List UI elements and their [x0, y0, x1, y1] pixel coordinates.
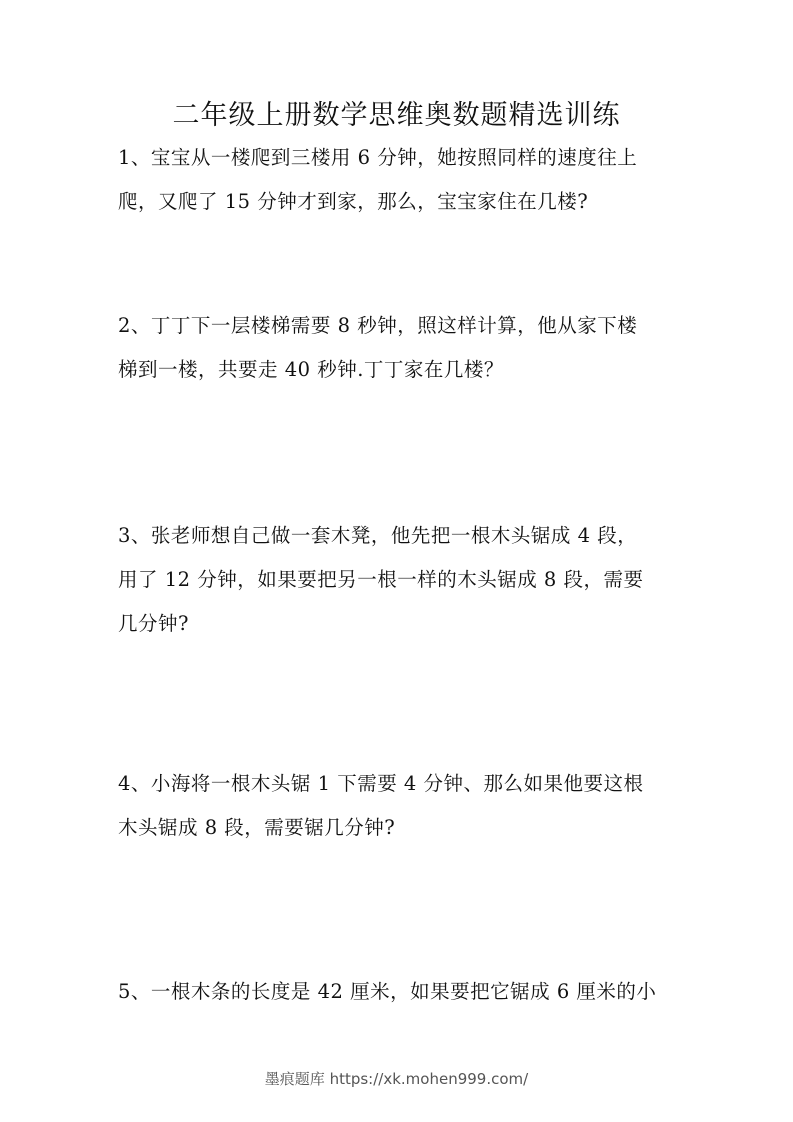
footer-watermark: 墨痕题库 https://xk.mohen999.com/: [264, 1070, 529, 1088]
problem-line: 爬，又爬了 15 分钟才到家，那么，宝宝家住在几楼?: [118, 190, 589, 213]
problem-1: [118, 136, 683, 224]
problem-line: 几分钟?: [118, 612, 189, 635]
problem-line: 1、宝宝从一楼爬到三楼用 6 分钟，她按照同样的速度往上: [118, 146, 638, 169]
problem-3: [118, 514, 683, 646]
problem-5: [118, 970, 683, 1014]
problem-line: 梯到一楼，共要走 40 秒钟.丁丁家在几楼？: [118, 358, 504, 381]
problem-line: 3、张老师想自己做一套木凳，他先把一根木头锯成 4 段，: [118, 524, 638, 547]
problem-line: 5、一根木条的长度是 42 厘米，如果要把它锯成 6 厘米的小: [118, 980, 657, 1003]
problem-4: [118, 762, 683, 850]
problem-line: 2、丁丁下一层楼梯需要 8 秒钟，照这样计算，他从家下楼: [118, 314, 638, 337]
problem-line: 用了 12 分钟，如果要把另一根一样的木头锯成 8 段，需要: [118, 568, 644, 591]
problem-2: [118, 304, 683, 392]
page-title: 二年级上册数学思维奥数题精选训练: [172, 100, 621, 131]
problem-line: 木头锯成 8 段，需要锯几分钟?: [118, 816, 396, 839]
problem-line: 4、小海将一根木头锯 1 下需要 4 分钟、那么如果他要这根: [118, 772, 644, 795]
